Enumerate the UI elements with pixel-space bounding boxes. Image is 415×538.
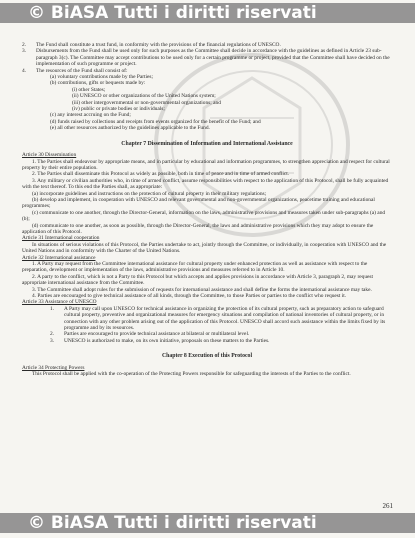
resource-item: (a) voluntary contributions made by the Parties; [50, 74, 153, 81]
fund-item: 4. The resources of the Fund shall consist of: [22, 67, 128, 74]
watermark-banner-bottom [0, 513, 415, 533]
watermark-text: BiASA Tutti i diritti riservati [50, 3, 317, 23]
article-31-paragraph: In situations of serious violations of this Protocol, the Parties undertake to act, jointly through the Committee, or individually, in cooperation with UNESCO and the United Nations and in conformity with the Charter of the United Nations. [22, 241, 387, 255]
article-30-paragraph: (c) communicate to one another, through the Director-General, information on the laws, administrative provisions and measures taken under sub-paragraphs (a) and (b); [22, 209, 386, 223]
article-30-paragraph: (d) communicate to one another, as soon as possible, through the Director-General, the laws and administrative provisions which they may adopt to ensure the application of this Protocol. [22, 222, 374, 235]
article-30-paragraph: 1. The Parties shall endeavour by appropriate means, and in particular by educational and information programmes, to strengthen appreciation and respect for cultural property by their entire population. [22, 158, 390, 171]
page-number: 261 [382, 502, 393, 510]
resource-item: (e) all other resources authorized by the guidelines applicable to the Fund. [50, 125, 210, 132]
article-32-paragraph: 3. The Committee shall adopt rules for the submission of requests for international assistance and shall define the forms the international assistance may take. [32, 286, 372, 293]
watermark-banner-top [0, 3, 415, 23]
article-33-title: Article 33 Assistance of UNESCO [22, 299, 97, 306]
article-30-paragraph: 3. Any military or civilian authorities who, in time of armed conflict, assume responsibilities with respect to the application of this Protocol, shall be fully acquainted with the text thereof. To this end the Parties shall, as appropriate: [22, 177, 389, 191]
article-33-item: 1. A Party may call upon UNESCO for technical assistance in organizing the protection of its cultural property, such as preparatory action to safeguard cultural property, preventive and organizational measures for emergency situations and compilation of national inventories of cultural property, or in connection with any other problem arising out of the application of this Protocol. UNESCO shall accord such assistance within the limits fixed by its programme and by its resources. [50, 305, 386, 332]
resource-item: (c) any interest accruing on the Fund; [50, 112, 131, 119]
watermark-text: BiASA Tutti i diritti riservati [50, 513, 317, 533]
resource-subitem: (ii) UNESCO or other organizations of the United Nations system; [72, 93, 216, 100]
copyright-symbol: © [28, 3, 45, 23]
article-32-paragraph: 4. Parties are encouraged to give technical assistance of all kinds, through the Committee, to those Parties or parties to the conflict who request it. [32, 293, 347, 300]
resource-subitem: (iii) other intergovernmental or non-governmental organizations; and [72, 99, 221, 106]
article-34-title: Article 34 Protecting Powers [22, 364, 85, 371]
chapter-8-heading: Chapter 8 Execution of this Protocol [161, 353, 253, 360]
document-body [22, 42, 392, 378]
fund-item: 2. The Fund shall constitute a trust fund, in conformity with the provisions of the financial regulations of UNESCO. [22, 42, 281, 48]
article-30-title: Article 30 Dissemination [22, 152, 77, 159]
article-32-paragraph: 2. A party to the conflict, which is not a Party to this Protocol but which accepts and applies provisions in accordance with Article 3, paragraph 2, may request appropriate international assistance from the Committee. [22, 273, 374, 287]
article-30-paragraph: (a) incorporate guidelines and instructions on the protection of cultural property in their military regulations; [32, 190, 267, 197]
fund-item: 3. Disbursements from the Fund shall be used only for such purposes as the Committee shall decide in accordance with the guidelines as defined in Article 23 sub-paragraph 3(c). The Committee may accept contributions to be used only for a certain programme or project, provided that the Committee shall have decided on the implementation of such programme or project. [22, 48, 390, 68]
article-34-paragraph: This Protocol shall be applied with the co-operation of the Protecting Powers responsible for safeguarding the interests of the Parties to the conflict. [32, 371, 351, 378]
article-33-item: 2. Parties are encouraged to provide technical assistance at bilateral or multilateral level. [50, 331, 250, 338]
article-32-title: Article 32 International assistance [22, 254, 96, 261]
article-30-paragraph: (b) develop and implement, in cooperation with UNESCO and relevant governmental and non-governmental organizations, peacetime training and educational programmes; [22, 196, 375, 210]
resource-item: (b) contributions, gifts or bequests made by: [50, 80, 146, 87]
copyright-symbol: © [28, 513, 45, 533]
chapter-7-heading: Chapter 7 Dissemination of Information and International Assistance [121, 140, 293, 147]
article-32-paragraph: 1. A Party may request from the Committee international assistance for cultural property under enhanced protection as well as assistance with respect to the preparation, development or implementation of the laws, administrative provisions and measures referred to in Article 10. [22, 261, 368, 274]
article-30-paragraph: 2. The Parties shall disseminate this Protocol as widely as possible, both in time of peace and in time of armed conflict. [32, 171, 290, 178]
article-31-title: Article 31 International cooperation [22, 235, 100, 242]
resource-item: (d) funds raised by collections and receipts from events organized for the benefit of the Fund; and [50, 118, 261, 125]
resource-subitem: (iv) public or private bodies or individuals; [72, 106, 165, 113]
resource-subitem: (i) other States; [72, 86, 106, 93]
article-33-item: 3. UNESCO is authorized to make, on its own initiative, proposals on these matters to the Parties. [50, 337, 270, 344]
